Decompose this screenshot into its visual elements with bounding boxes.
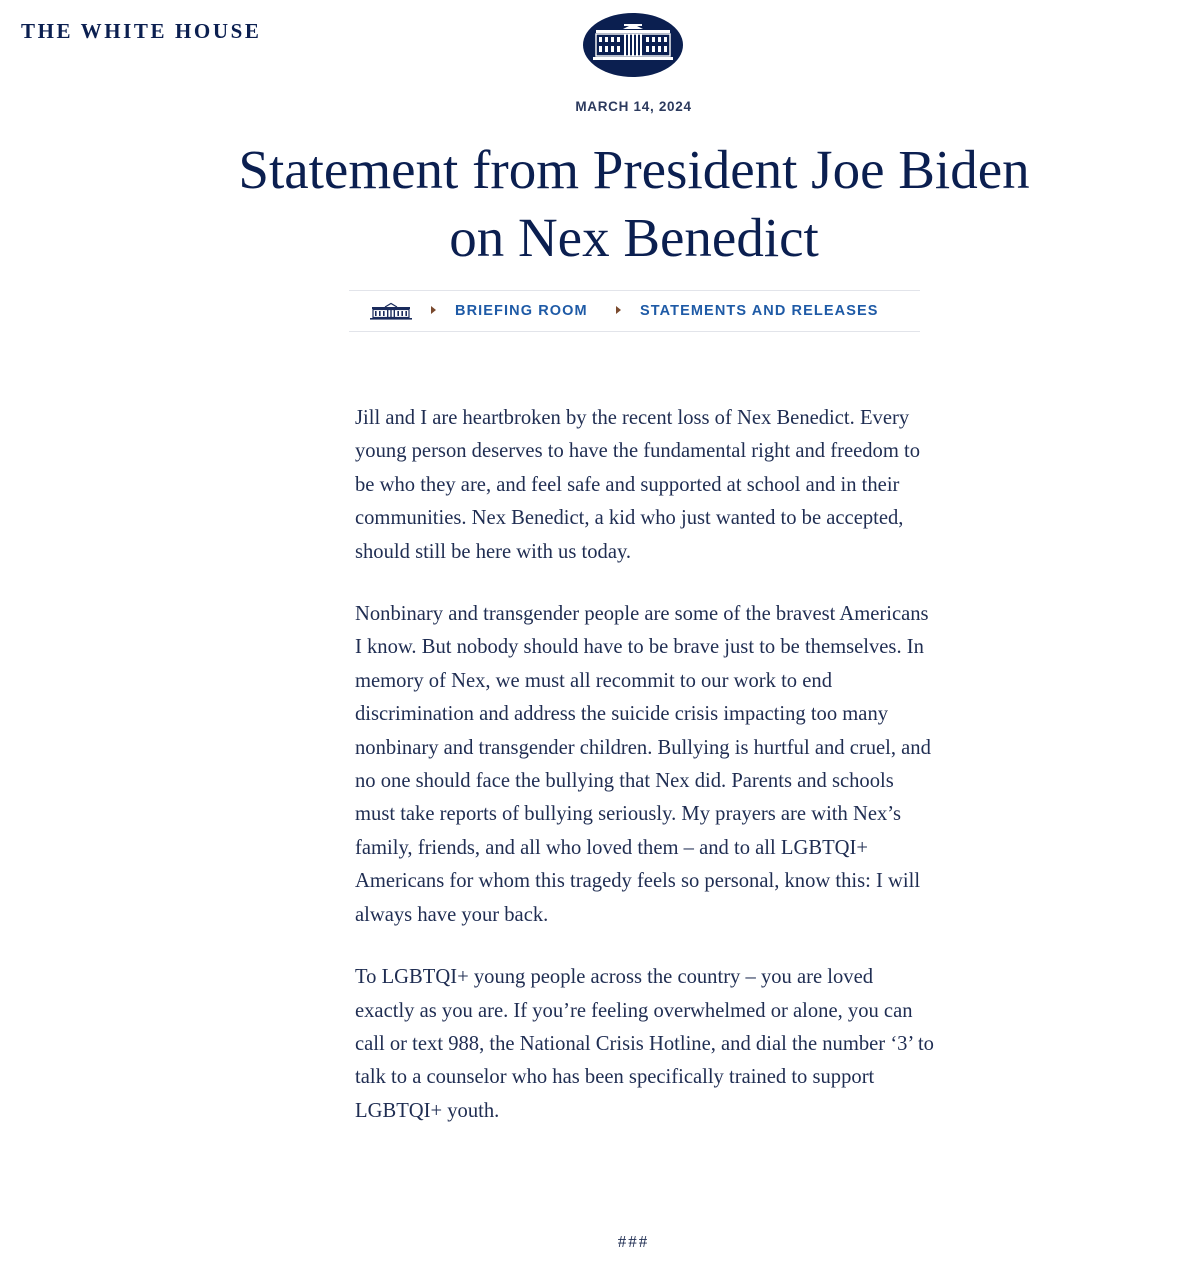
white-house-icon[interactable] bbox=[370, 302, 412, 320]
breadcrumb-link-briefing-room[interactable]: BRIEFING ROOM bbox=[455, 303, 588, 319]
chevron-right-icon bbox=[431, 306, 436, 314]
breadcrumb-link-statements-and-releases[interactable]: STATEMENTS AND RELEASES bbox=[640, 303, 879, 319]
breadcrumb bbox=[349, 290, 920, 332]
site-title-link[interactable]: THE WHITE HOUSE bbox=[21, 19, 262, 43]
article-body bbox=[355, 402, 935, 1157]
article-paragraph: Nonbinary and transgender people are some of the bravest Americans I know. But nobody should have to be brave just to be themselves. In memory of Nex, we must all recommit to our work to end discrimination and address the suicide crisis impacting too many nonbinary and transgender children. Bullying is hurtful and cruel, and no one should face the bullying that Nex did. Parents and schools must take reports of bullying seriously. My prayers are with Nex’s family, friends, and all who loved them – and to all LGBTQI+ Americans for whom this tragedy feels so personal, know this: I will always have your back. bbox=[355, 603, 931, 926]
article-paragraph: Jill and I are heartbroken by the recent loss of Nex Benedict. Every young person deserves to have the fundamental right and freedom to be who they are, and feel safe and supported at school and in their communities. Nex Benedict, a kid who just wanted to be accepted, should still be here with us today. bbox=[355, 407, 921, 563]
publish-date: MARCH 14, 2024 bbox=[575, 99, 692, 114]
end-mark: ### bbox=[617, 1232, 650, 1251]
white-house-seal-icon[interactable] bbox=[583, 13, 683, 77]
article-paragraph: To LGBTQI+ young people across the country – you are loved exactly as you are. If you’re feeling overwhelmed or alone, you can call or text 988, the National Crisis Hotline, and dial the number ‘3’ to talk to a counselor who has been specifically trained to support LGBTQI+ youth. bbox=[355, 966, 934, 1122]
chevron-right-icon bbox=[616, 306, 621, 314]
page-title: Statement from President Joe Biden on Nex Benedict bbox=[238, 139, 1030, 268]
